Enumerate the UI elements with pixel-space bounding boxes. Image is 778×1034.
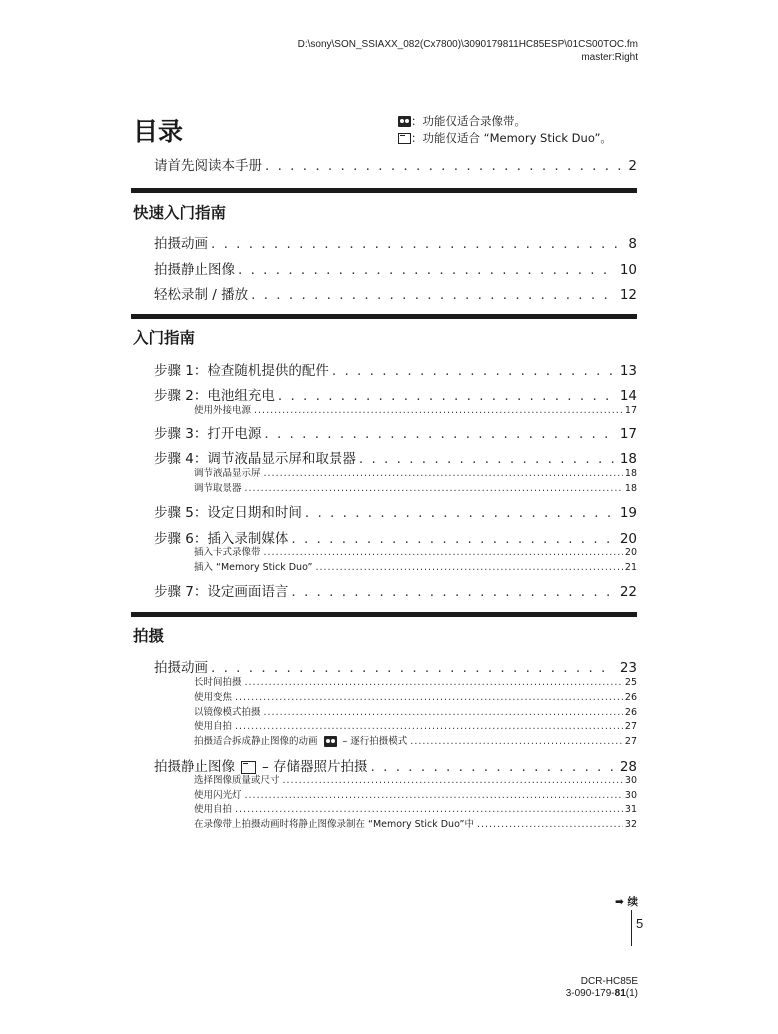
leader-dots — [291, 584, 613, 600]
toc-subentry[interactable] — [194, 689, 637, 703]
toc-label: 以镜像模式拍摄 — [194, 707, 261, 718]
leader-dots — [315, 562, 622, 573]
toc-subentry[interactable] — [194, 402, 637, 416]
toc-page: 28 — [619, 759, 637, 775]
leader-dots — [235, 804, 623, 815]
toc-entry[interactable] — [154, 384, 637, 404]
tape-icon — [398, 116, 411, 127]
leader-dots — [251, 287, 614, 303]
toc-page: 27 — [624, 721, 637, 732]
legend-stick — [398, 130, 612, 147]
leader-dots — [235, 721, 623, 732]
toc-label: 步骤 5：设定日期和时间 — [154, 505, 302, 521]
toc-page: 32 — [624, 819, 637, 830]
leader-dots — [238, 262, 614, 278]
toc-entry[interactable] — [154, 447, 637, 467]
legend-tape — [398, 113, 612, 130]
toc-label: 步骤 4：调节液晶显示屏和取景器 — [154, 451, 356, 467]
toc-page: 18 — [624, 468, 637, 479]
leader-dots — [235, 692, 623, 703]
icon-legend — [398, 113, 612, 147]
toc-label: 选择图像质量或尺寸 — [194, 775, 280, 786]
toc-entry[interactable] — [154, 359, 637, 379]
toc-label: 请首先阅读本手册 — [154, 158, 262, 174]
legend-tape-text: ：功能仅适合录像带。 — [411, 114, 526, 128]
toc-label: 拍摄静止图像 — [154, 262, 235, 278]
toc-label: 步骤 7：设定画面语言 — [154, 584, 289, 600]
toc-page: 8 — [628, 236, 637, 252]
leader-dots — [283, 775, 623, 786]
toc-entry[interactable] — [154, 283, 637, 303]
toc-page: 20 — [619, 531, 637, 547]
section-rule — [131, 314, 637, 319]
toc-label: 在录像带上拍摄动画时将静止图像录制在 “Memory Stick Duo”中 — [194, 819, 474, 830]
toc-page: 12 — [619, 287, 637, 303]
toc-entry[interactable] — [154, 580, 637, 600]
tape-icon — [324, 736, 337, 747]
toc-label: 插入 “Memory Stick Duo” — [194, 562, 313, 573]
toc-subentry[interactable] — [194, 816, 637, 830]
toc-page: 26 — [624, 692, 637, 703]
toc-label-pre: 拍摄静止图像 — [154, 759, 235, 775]
toc-label: 步骤 1：检查随机提供的配件 — [154, 363, 329, 379]
toc-subentry[interactable] — [194, 801, 637, 815]
toc-page: 30 — [624, 790, 637, 801]
toc-page: 10 — [619, 262, 637, 278]
toc-label: 调节液晶显示屏 — [194, 468, 261, 479]
part-code: 3-090-179-81(1) — [565, 988, 638, 999]
toc-page: 2 — [628, 158, 637, 174]
master-label: master:Right — [581, 52, 638, 63]
toc-page: 20 — [624, 547, 637, 558]
toc-page: 18 — [619, 451, 637, 467]
toc-subentry[interactable] — [194, 544, 637, 558]
toc-label: 长时间拍摄 — [194, 677, 242, 688]
toc-label-pre: 拍摄适合拆成静止图像的动画 — [194, 736, 318, 747]
toc-label: 调节取景器 — [194, 483, 242, 494]
toc-page: 21 — [624, 562, 637, 573]
toc-subentry[interactable] — [194, 674, 637, 688]
toc-label: 步骤 3：打开电源 — [154, 426, 262, 442]
model-name: DCR-HC85E — [580, 976, 638, 987]
toc-page: 22 — [619, 584, 637, 600]
toc-label: 使用外接电源 — [194, 405, 252, 416]
toc-page: 31 — [624, 804, 637, 815]
toc-label-post: – 逐行拍摄模式 — [342, 736, 408, 747]
model-info — [566, 976, 638, 1000]
toc-subentry[interactable] — [194, 704, 637, 718]
toc-label: 插入卡式录像带 — [194, 547, 261, 558]
toc-entry[interactable] — [154, 501, 637, 521]
leader-dots — [410, 736, 623, 747]
toc-label-post: – 存储器照片拍摄 — [262, 759, 368, 775]
toc-subentry[interactable] — [194, 787, 637, 801]
leader-dots — [245, 677, 623, 688]
toc-label: 步骤 6：插入录制媒体 — [154, 531, 289, 547]
leader-dots — [305, 505, 614, 521]
leader-dots — [264, 707, 623, 718]
section-title-quick: 快速入门指南 — [133, 204, 227, 222]
continued-indicator: ➡ 续 — [615, 896, 638, 908]
leader-dots — [245, 790, 623, 801]
toc-entry[interactable] — [154, 258, 637, 278]
toc-page: 14 — [619, 388, 637, 404]
page-title: 目录 — [133, 117, 184, 146]
file-path-header — [298, 38, 638, 64]
toc-subentry[interactable] — [194, 465, 637, 479]
toc-subentry[interactable] — [194, 733, 637, 747]
toc-page: 25 — [624, 677, 637, 688]
section-title-start: 入门指南 — [133, 329, 196, 347]
toc-subentry[interactable] — [194, 559, 637, 573]
page-number-bar — [631, 910, 632, 946]
toc-label: 使用自拍 — [194, 804, 233, 815]
leader-dots — [264, 468, 623, 479]
toc-page: 19 — [619, 505, 637, 521]
leader-dots — [265, 158, 622, 174]
toc-label: 步骤 2：电池组充电 — [154, 388, 275, 404]
toc-label: 使用闪光灯 — [194, 790, 242, 801]
file-path: D:\sony\SON_SSIAXX_082(Cx7800)\3090179811HC85ESP\01CS00TOC.fm — [297, 39, 638, 50]
toc-page: 27 — [624, 736, 637, 747]
section-rule — [131, 612, 637, 617]
toc-subentry[interactable] — [194, 772, 637, 786]
toc-subentry[interactable] — [194, 718, 637, 732]
toc-page: 26 — [624, 707, 637, 718]
toc-page: 17 — [624, 405, 637, 416]
toc-page: 23 — [619, 660, 637, 676]
toc-label: 使用变焦 — [194, 692, 233, 703]
toc-label: 轻松录制 / 播放 — [154, 287, 249, 303]
toc-page: 13 — [619, 363, 637, 379]
toc-entry[interactable] — [154, 422, 637, 442]
memory-stick-icon — [398, 133, 411, 144]
toc-label: 拍摄动画 — [154, 660, 208, 676]
leader-dots — [332, 363, 614, 379]
leader-dots — [477, 819, 623, 830]
leader-dots — [264, 547, 623, 558]
toc-entry[interactable] — [154, 232, 637, 252]
leader-dots — [254, 405, 623, 416]
toc-page: 18 — [624, 483, 637, 494]
section-rule — [131, 188, 637, 193]
toc-entry-intro[interactable] — [154, 154, 637, 174]
leader-dots — [264, 426, 613, 442]
toc-label: 使用自拍 — [194, 721, 233, 732]
toc-entry[interactable] — [154, 656, 637, 676]
legend-stick-text: ：功能仅适合 “Memory Stick Duo”。 — [411, 131, 612, 145]
section-title-shoot: 拍摄 — [133, 627, 165, 645]
toc-label — [194, 733, 410, 747]
leader-dots — [245, 483, 623, 494]
leader-dots — [211, 236, 622, 252]
toc-subentry[interactable] — [194, 480, 637, 494]
toc-page: 30 — [624, 775, 637, 786]
toc-label: 拍摄动画 — [154, 236, 208, 252]
page-number: 5 — [636, 916, 644, 931]
toc-page: 17 — [619, 426, 637, 442]
